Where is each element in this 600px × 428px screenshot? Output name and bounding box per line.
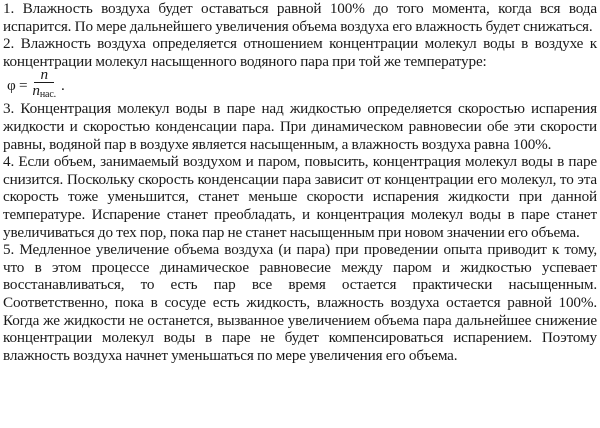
formula-denominator-subscript: нас.	[39, 89, 56, 101]
formula-fraction	[30, 68, 58, 102]
formula-numerator: n	[34, 68, 53, 83]
item-text: Влажность воздуха будет оставаться равной 100% до того момента, когда вся вода испарится. По мере дальнейшего увеличения объема воздуха его влажность будет снижаться.	[3, 0, 597, 35]
item-number: 3.	[3, 100, 15, 118]
item-number: 1.	[3, 0, 15, 17]
item-text: Если объем, занимаемый воздухом и паром, повысить, концентрация молекул воды в паре снизится. Поскольку скорость конденсации пара зависит от концентрации его молекул, то эта скорость тоже уменьшится, станет меньше скорости испарения жидкости при данной температуре. Испарение станет преобладать, и концентрация молекул воды в паре станет увеличиваться до тех пор, пока пар не станет насыщенным при новом значении его объема.	[3, 153, 597, 241]
paragraph-5	[3, 241, 597, 364]
answer-text	[3, 0, 597, 364]
item-text: Медленное увеличение объема воздуха (и пара) при проведении опыта приводит к тому, что в этом процессе динамическое равновесие между паром и жидкостью успевает восстанавливаться, то есть пар все время остается практически насыщенным. Соответственно, пока в сосуде есть жидкость, влажность воздуха остается равной 100%. Когда же жидкости не останется, вызванное увеличением объема пара дальнейшее снижение концентрации молекул воды в паре не будет компенсироваться испарением. Поэтому влажность воздуха начнет уменьшаться по мере увеличения его объема.	[3, 241, 597, 364]
humidity-formula	[3, 66, 597, 101]
formula-tail: .	[60, 76, 65, 94]
paragraph-4	[3, 153, 597, 241]
item-text: Концентрация молекул воды в паре над жидкостью определяется скоростью испарения жидкости и скоростью конденсации пара. При динамическом равновесии обе эти скорости равны, водяной пар в воздухе является насыщенным, а влажность воздуха равна 100%.	[3, 100, 597, 153]
paragraph-3	[3, 100, 597, 153]
paragraph-1	[3, 0, 597, 35]
formula-lhs: φ =	[7, 76, 28, 94]
paragraph-2	[3, 35, 597, 100]
item-number: 2.	[3, 35, 15, 53]
item-number: 5.	[3, 241, 15, 259]
item-text: Влажность воздуха определяется отношением концентрации молекул воды в воздухе к концентрации молекул насыщенного водяного пара при той же температуре:	[3, 35, 597, 70]
item-number: 4.	[3, 153, 15, 171]
formula-denominator: $n_{нас.}$	[32, 82, 56, 101]
